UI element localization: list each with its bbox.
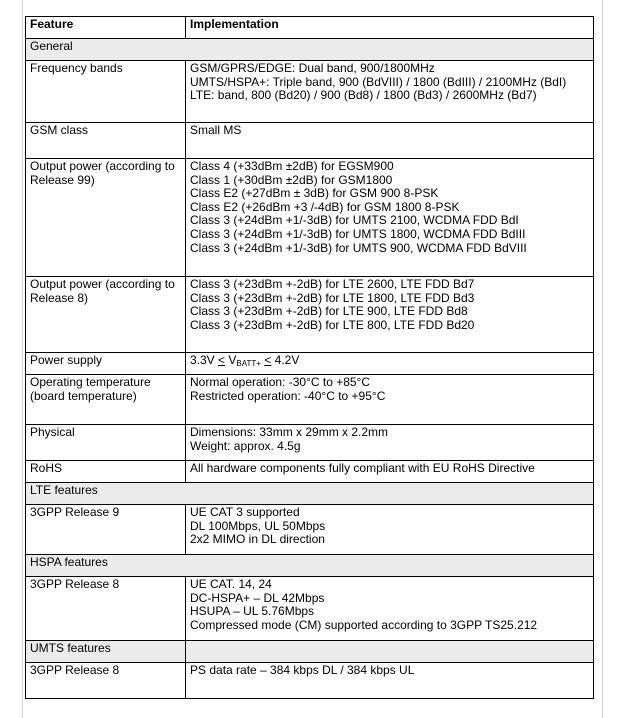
power-supply-range <box>190 354 589 368</box>
section-lte-features: LTE features <box>26 483 594 505</box>
feature-lte-release: 3GPP Release 9 <box>26 505 186 555</box>
feature-output-power-r8 <box>26 277 186 353</box>
voltage-subscript: BATT+ <box>236 359 261 368</box>
feature-rohs: RoHS <box>26 461 186 483</box>
impl-line: UMTS/HSPA+: Triple band, 900 (BdVIII) / 1800 (BdIII) / 2100MHz (BdI) <box>190 74 567 89</box>
impl-line: Compressed mode (CM) supported according to 3GPP TS25.212 <box>190 617 538 632</box>
impl-line: All hardware components fully compliant with EU RoHS Directive <box>190 461 535 475</box>
impl-line: Normal operation: -30°C to +85°C <box>190 375 371 389</box>
impl-line: Class 3 (+23dBm +-2dB) for LTE 2600, LTE FDD Bd7 <box>190 277 475 291</box>
feature-umts-release: 3GPP Release 8 <box>26 663 186 699</box>
voltage-min: 3.3V <box>190 353 215 367</box>
table-row <box>26 123 594 159</box>
section-lte-row <box>26 483 594 505</box>
impl-rohs <box>186 461 594 483</box>
impl-line: Small MS <box>190 123 242 137</box>
table-row <box>26 61 594 123</box>
section-umts-blank <box>186 641 594 663</box>
impl-line: Class 1 (+30dBm ±2dB) for GSM1800 <box>190 172 393 187</box>
page-left-edge <box>22 0 23 718</box>
section-general: General <box>26 39 594 61</box>
impl-line: Class 4 (+33dBm ±2dB) for EGSM900 <box>190 159 394 173</box>
impl-frequency-bands <box>186 61 594 123</box>
impl-power-supply <box>186 353 594 375</box>
impl-output-power-r8 <box>186 277 594 353</box>
less-equal-symbol: < <box>218 353 226 367</box>
header-feature: Feature <box>26 17 186 39</box>
table-row <box>26 577 594 641</box>
impl-line: Restricted operation: -40°C to +95°C <box>190 388 386 403</box>
feature-frequency-bands: Frequency bands <box>26 61 186 123</box>
feature-gsm-class: GSM class <box>26 123 186 159</box>
feature-output-power-r99 <box>26 159 186 277</box>
table-row <box>26 277 594 353</box>
impl-line: DL 100Mbps, UL 50Mbps <box>190 518 326 533</box>
voltage-max: 4.2V <box>274 353 300 367</box>
header-row <box>26 17 594 39</box>
impl-line: UE CAT. 14, 24 <box>190 577 272 591</box>
section-umts-features: UMTS features <box>26 641 186 663</box>
impl-line: Class 3 (+24dBm +1/-3dB) for UMTS 2100, WCDMA FDD BdI <box>190 213 519 228</box>
impl-hspa-release <box>186 577 594 641</box>
feature-physical: Physical <box>26 425 186 461</box>
impl-operating-temperature <box>186 375 594 425</box>
impl-line: Class 3 (+23dBm +-2dB) for LTE 900, LTE FDD Bd8 <box>190 304 468 319</box>
section-hspa-row <box>26 555 594 577</box>
feature-table <box>25 16 594 699</box>
section-umts-row <box>26 641 594 663</box>
table-row <box>26 353 594 375</box>
less-equal-symbol: < <box>264 353 272 367</box>
section-general-row <box>26 39 594 61</box>
impl-line: UE CAT 3 supported <box>190 505 300 519</box>
voltage-symbol: V <box>228 353 237 367</box>
impl-line: LTE: band, 800 (Bd20) / 900 (Bd8) / 1800 (Bd3) / 2600MHz (Bd7) <box>190 88 537 103</box>
feature-label: Output power (according to Release 8) <box>30 277 175 305</box>
page-right-edge <box>602 0 603 718</box>
table-row <box>26 375 594 425</box>
impl-physical <box>186 425 594 461</box>
impl-line: Dimensions: 33mm x 29mm x 2.2mm <box>190 425 389 439</box>
feature-label: Output power (according to Release 99) <box>30 159 175 187</box>
impl-line: Class 3 (+23dBm +-2dB) for LTE 1800, LTE FDD Bd3 <box>190 290 475 305</box>
feature-operating-temperature <box>26 375 186 425</box>
feature-hspa-release: 3GPP Release 8 <box>26 577 186 641</box>
table-row <box>26 505 594 555</box>
impl-line: DC-HSPA+ – DL 42Mbps <box>190 590 325 605</box>
section-hspa-features: HSPA features <box>26 555 594 577</box>
impl-line: Weight: approx. 4.5g <box>190 438 301 453</box>
table-row <box>26 461 594 483</box>
impl-line: Class 3 (+24dBm +1/-3dB) for UMTS 1800, WCDMA FDD BdIII <box>190 226 526 241</box>
impl-lte-release <box>186 505 594 555</box>
impl-umts-release <box>186 663 594 699</box>
table-row <box>26 425 594 461</box>
impl-line: 2x2 MIMO in DL direction <box>190 532 325 547</box>
impl-gsm-class <box>186 123 594 159</box>
impl-line: Class E2 (+26dBm +3 /-4dB) for GSM 1800 8-PSK <box>190 199 460 214</box>
impl-line: HSUPA – UL 5.76Mbps <box>190 604 315 619</box>
impl-line: Class 3 (+24dBm +1/-3dB) for UMTS 900, WCDMA FDD BdVIII <box>190 240 527 255</box>
impl-output-power-r99 <box>186 159 594 277</box>
impl-line: Class 3 (+23dBm +-2dB) for LTE 800, LTE FDD Bd20 <box>190 317 475 332</box>
impl-line: PS data rate – 384 kbps DL / 384 kbps UL <box>190 663 415 677</box>
feature-power-supply: Power supply <box>26 353 186 375</box>
feature-label: Operating temperature (board temperature) <box>30 375 151 403</box>
table-row <box>26 159 594 277</box>
impl-line: Class E2 (+27dBm ± 3dB) for GSM 900 8-PSK <box>190 186 439 201</box>
impl-line: GSM/GPRS/EDGE: Dual band, 900/1800MHz <box>190 61 435 75</box>
header-implementation: Implementation <box>186 17 594 39</box>
table-row <box>26 663 594 699</box>
